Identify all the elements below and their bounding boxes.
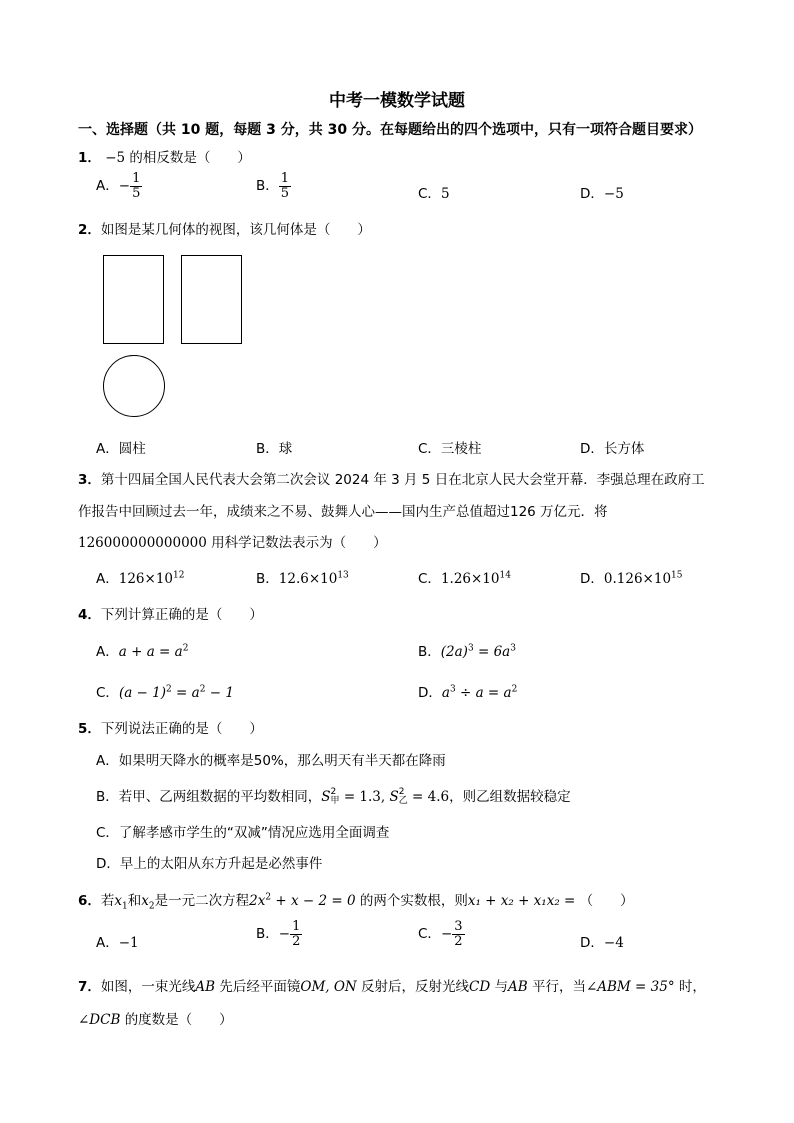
subscript: 1 xyxy=(122,901,128,912)
denominator: 5 xyxy=(280,185,290,201)
option-label: A． xyxy=(96,935,119,951)
option-value: 1.26×10 xyxy=(440,571,500,587)
numerator: 3 xyxy=(454,919,463,934)
question-number: 6． xyxy=(78,893,101,909)
option-d[interactable] xyxy=(580,182,624,202)
expression: (a − 1) xyxy=(118,685,167,701)
expression: 2x xyxy=(249,893,266,909)
exponent: 12 xyxy=(173,570,185,581)
side-view-rectangle xyxy=(181,255,242,344)
question-text: 和 xyxy=(127,893,142,909)
subscript: 乙 xyxy=(398,796,408,806)
question-3-line-3 xyxy=(78,531,387,551)
option-b[interactable] xyxy=(256,920,302,948)
sup-sub xyxy=(399,788,408,806)
math-label: CD xyxy=(469,979,491,995)
question-text: （ ） xyxy=(579,893,634,909)
question-text: 先后经平面镜 xyxy=(219,979,301,995)
question-7-line-2 xyxy=(78,1008,233,1028)
question-3-line-2: 作报告中回顾过去一年，成绩来之不易、鼓舞人心——国内生产总值超过126 万亿元．将 xyxy=(78,504,608,520)
option-label: B． xyxy=(256,571,279,587)
question-number: 1． xyxy=(78,150,101,166)
option-a[interactable] xyxy=(96,640,188,660)
question-number: 5． xyxy=(78,721,101,737)
option-text: B．若甲、乙两组数据的平均数相同， xyxy=(96,789,322,805)
section-heading: 一、选择题（共 10 题，每题 3 分，共 30 分。在每题给出的四个选项中，只有一项符合题目要求） xyxy=(78,122,702,138)
question-text: 反射后，反射光线 xyxy=(361,979,470,995)
math-label: OM, ON xyxy=(300,979,357,995)
option-label: A． xyxy=(96,644,119,660)
question-4 xyxy=(78,603,263,623)
option-value: 126×10 xyxy=(118,571,174,587)
expression: S xyxy=(321,789,331,805)
question-2 xyxy=(78,218,371,238)
exponent: 14 xyxy=(499,570,511,581)
option-label: C． xyxy=(418,926,441,943)
option-b[interactable]: B．球 xyxy=(256,441,293,457)
sup-sub xyxy=(331,788,340,806)
question-text: 第十四届全国人民代表大会第二次会议 2024 年 3 月 5 日在北京人民大会堂开幕．李强总理在政府工 xyxy=(100,472,705,488)
exponent: 2 xyxy=(199,684,206,695)
option-label: A． xyxy=(96,178,119,195)
option-a[interactable] xyxy=(96,567,184,587)
question-number: 4． xyxy=(78,607,101,623)
numerator: 1 xyxy=(280,171,290,186)
option-d[interactable]: D．早上的太阳从东方升起是必然事件 xyxy=(96,856,323,872)
option-label: B． xyxy=(256,926,279,943)
subscript: 甲 xyxy=(330,796,340,806)
exponent: 2 xyxy=(182,643,189,654)
question-stem: 的相反数是（ ） xyxy=(129,150,251,166)
stem-number: −5 xyxy=(105,150,126,166)
expression: = 1.3, xyxy=(339,789,390,805)
question-text: 平行，当 xyxy=(531,979,586,995)
front-view-rectangle xyxy=(103,255,164,344)
option-text: ，则乙组数据较稳定 xyxy=(449,789,571,805)
question-stem: 下列说法正确的是（ ） xyxy=(100,721,263,737)
option-label: D． xyxy=(580,186,604,202)
option-label: B． xyxy=(418,644,441,660)
numerator: 1 xyxy=(132,171,141,186)
option-b[interactable] xyxy=(256,567,349,587)
option-d[interactable] xyxy=(418,681,517,701)
expression: = a xyxy=(171,685,200,701)
subscript: 2 xyxy=(148,901,155,912)
expression: ÷ a = a xyxy=(455,685,512,701)
option-a[interactable]: A．如果明天降水的概率是50%，那么明天有半天都在降雨 xyxy=(96,753,446,769)
fraction xyxy=(279,172,291,200)
question-6 xyxy=(78,889,634,912)
question-text: 是一元二次方程 xyxy=(154,893,250,909)
option-label: B． xyxy=(256,178,279,195)
option-d[interactable]: D．长方体 xyxy=(580,441,645,457)
sign: − xyxy=(118,178,131,195)
option-c[interactable] xyxy=(418,567,511,587)
math-label: ∠DCB xyxy=(78,1012,121,1028)
option-d[interactable] xyxy=(580,931,624,951)
exponent: 3 xyxy=(467,643,474,654)
fraction xyxy=(130,172,142,200)
option-b[interactable] xyxy=(96,785,571,806)
option-b[interactable] xyxy=(256,172,291,200)
question-text: 时， xyxy=(678,979,706,995)
question-5 xyxy=(78,717,263,737)
option-a[interactable] xyxy=(96,931,139,951)
sign: − xyxy=(440,926,453,943)
top-view-circle xyxy=(103,355,165,417)
option-label: D． xyxy=(580,935,604,951)
expression: a + a = a xyxy=(118,644,183,660)
exponent: 2 xyxy=(265,892,272,903)
superscript: 2 xyxy=(398,787,405,797)
expression: + x − 2 = 0 xyxy=(271,893,356,909)
page-title: 中考一模数学试题 xyxy=(329,91,465,111)
option-c[interactable] xyxy=(96,681,234,701)
large-number: 126000000000000 xyxy=(78,535,207,551)
question-stem: 下列计算正确的是（ ） xyxy=(100,607,263,623)
option-a[interactable]: A．圆柱 xyxy=(96,441,146,457)
fraction xyxy=(290,920,302,948)
question-text: 的度数是（ ） xyxy=(124,1012,233,1028)
question-number: 7． xyxy=(78,979,101,995)
option-c[interactable]: C．三棱柱 xyxy=(418,441,482,457)
option-label: A． xyxy=(96,571,119,587)
math-label: ∠ABM = 35° xyxy=(585,979,675,995)
expression: = 4.6 xyxy=(407,789,450,805)
exponent: 2 xyxy=(166,684,172,695)
question-3 xyxy=(78,468,705,488)
denominator: 5 xyxy=(132,185,141,201)
exponent: 15 xyxy=(671,570,683,581)
option-value: 5 xyxy=(440,186,450,202)
expression: a xyxy=(441,685,450,701)
math-label: AB xyxy=(195,979,216,995)
expression: (2a) xyxy=(440,644,468,660)
option-c[interactable]: C．了解孝感市学生的“双减”情况应选用全面调查 xyxy=(96,825,390,841)
math-label: AB xyxy=(507,979,528,995)
denominator: 2 xyxy=(292,933,301,949)
option-value: 0.126×10 xyxy=(603,571,672,587)
variable: x xyxy=(141,893,149,909)
option-c[interactable] xyxy=(418,920,465,948)
option-d[interactable] xyxy=(580,567,683,587)
exponent: 2 xyxy=(511,684,518,695)
question-1 xyxy=(78,146,251,166)
option-value: −5 xyxy=(603,186,624,202)
option-label: C． xyxy=(418,186,441,202)
option-label: D． xyxy=(418,685,442,701)
option-b[interactable] xyxy=(418,640,516,660)
variable: x xyxy=(114,893,123,909)
numerator: 1 xyxy=(292,919,301,934)
superscript: 2 xyxy=(330,787,337,797)
exponent: 13 xyxy=(337,570,349,581)
exponent: 3 xyxy=(510,643,516,654)
exponent: 3 xyxy=(449,684,456,695)
option-value: −1 xyxy=(118,935,139,951)
expression: = 6a xyxy=(473,644,511,660)
option-a[interactable] xyxy=(96,172,142,200)
option-label: D． xyxy=(580,571,604,587)
sign: − xyxy=(278,926,291,943)
fraction xyxy=(452,920,464,948)
denominator: 2 xyxy=(454,933,463,949)
question-7 xyxy=(78,975,706,995)
question-text: 与 xyxy=(494,979,508,995)
option-value: −4 xyxy=(603,935,624,951)
question-text: 的两个实数根，则 xyxy=(359,893,468,909)
question-stem: 如图是某几何体的视图，该几何体是（ ） xyxy=(100,222,371,238)
expression: − 1 xyxy=(205,685,234,701)
expression: S xyxy=(389,789,399,805)
option-label: C． xyxy=(96,685,119,701)
question-text: 如图，一束光线 xyxy=(100,979,196,995)
question-number: 3． xyxy=(78,472,101,488)
option-c[interactable] xyxy=(418,182,450,202)
expression: x₁ + x₂ + x₁x₂ = xyxy=(467,893,576,909)
option-value: 12.6×10 xyxy=(278,571,338,587)
question-number: 2． xyxy=(78,222,101,238)
option-label: C． xyxy=(418,571,441,587)
question-text: 若 xyxy=(100,893,115,909)
question-text: 用科学记数法表示为（ ） xyxy=(211,535,387,551)
